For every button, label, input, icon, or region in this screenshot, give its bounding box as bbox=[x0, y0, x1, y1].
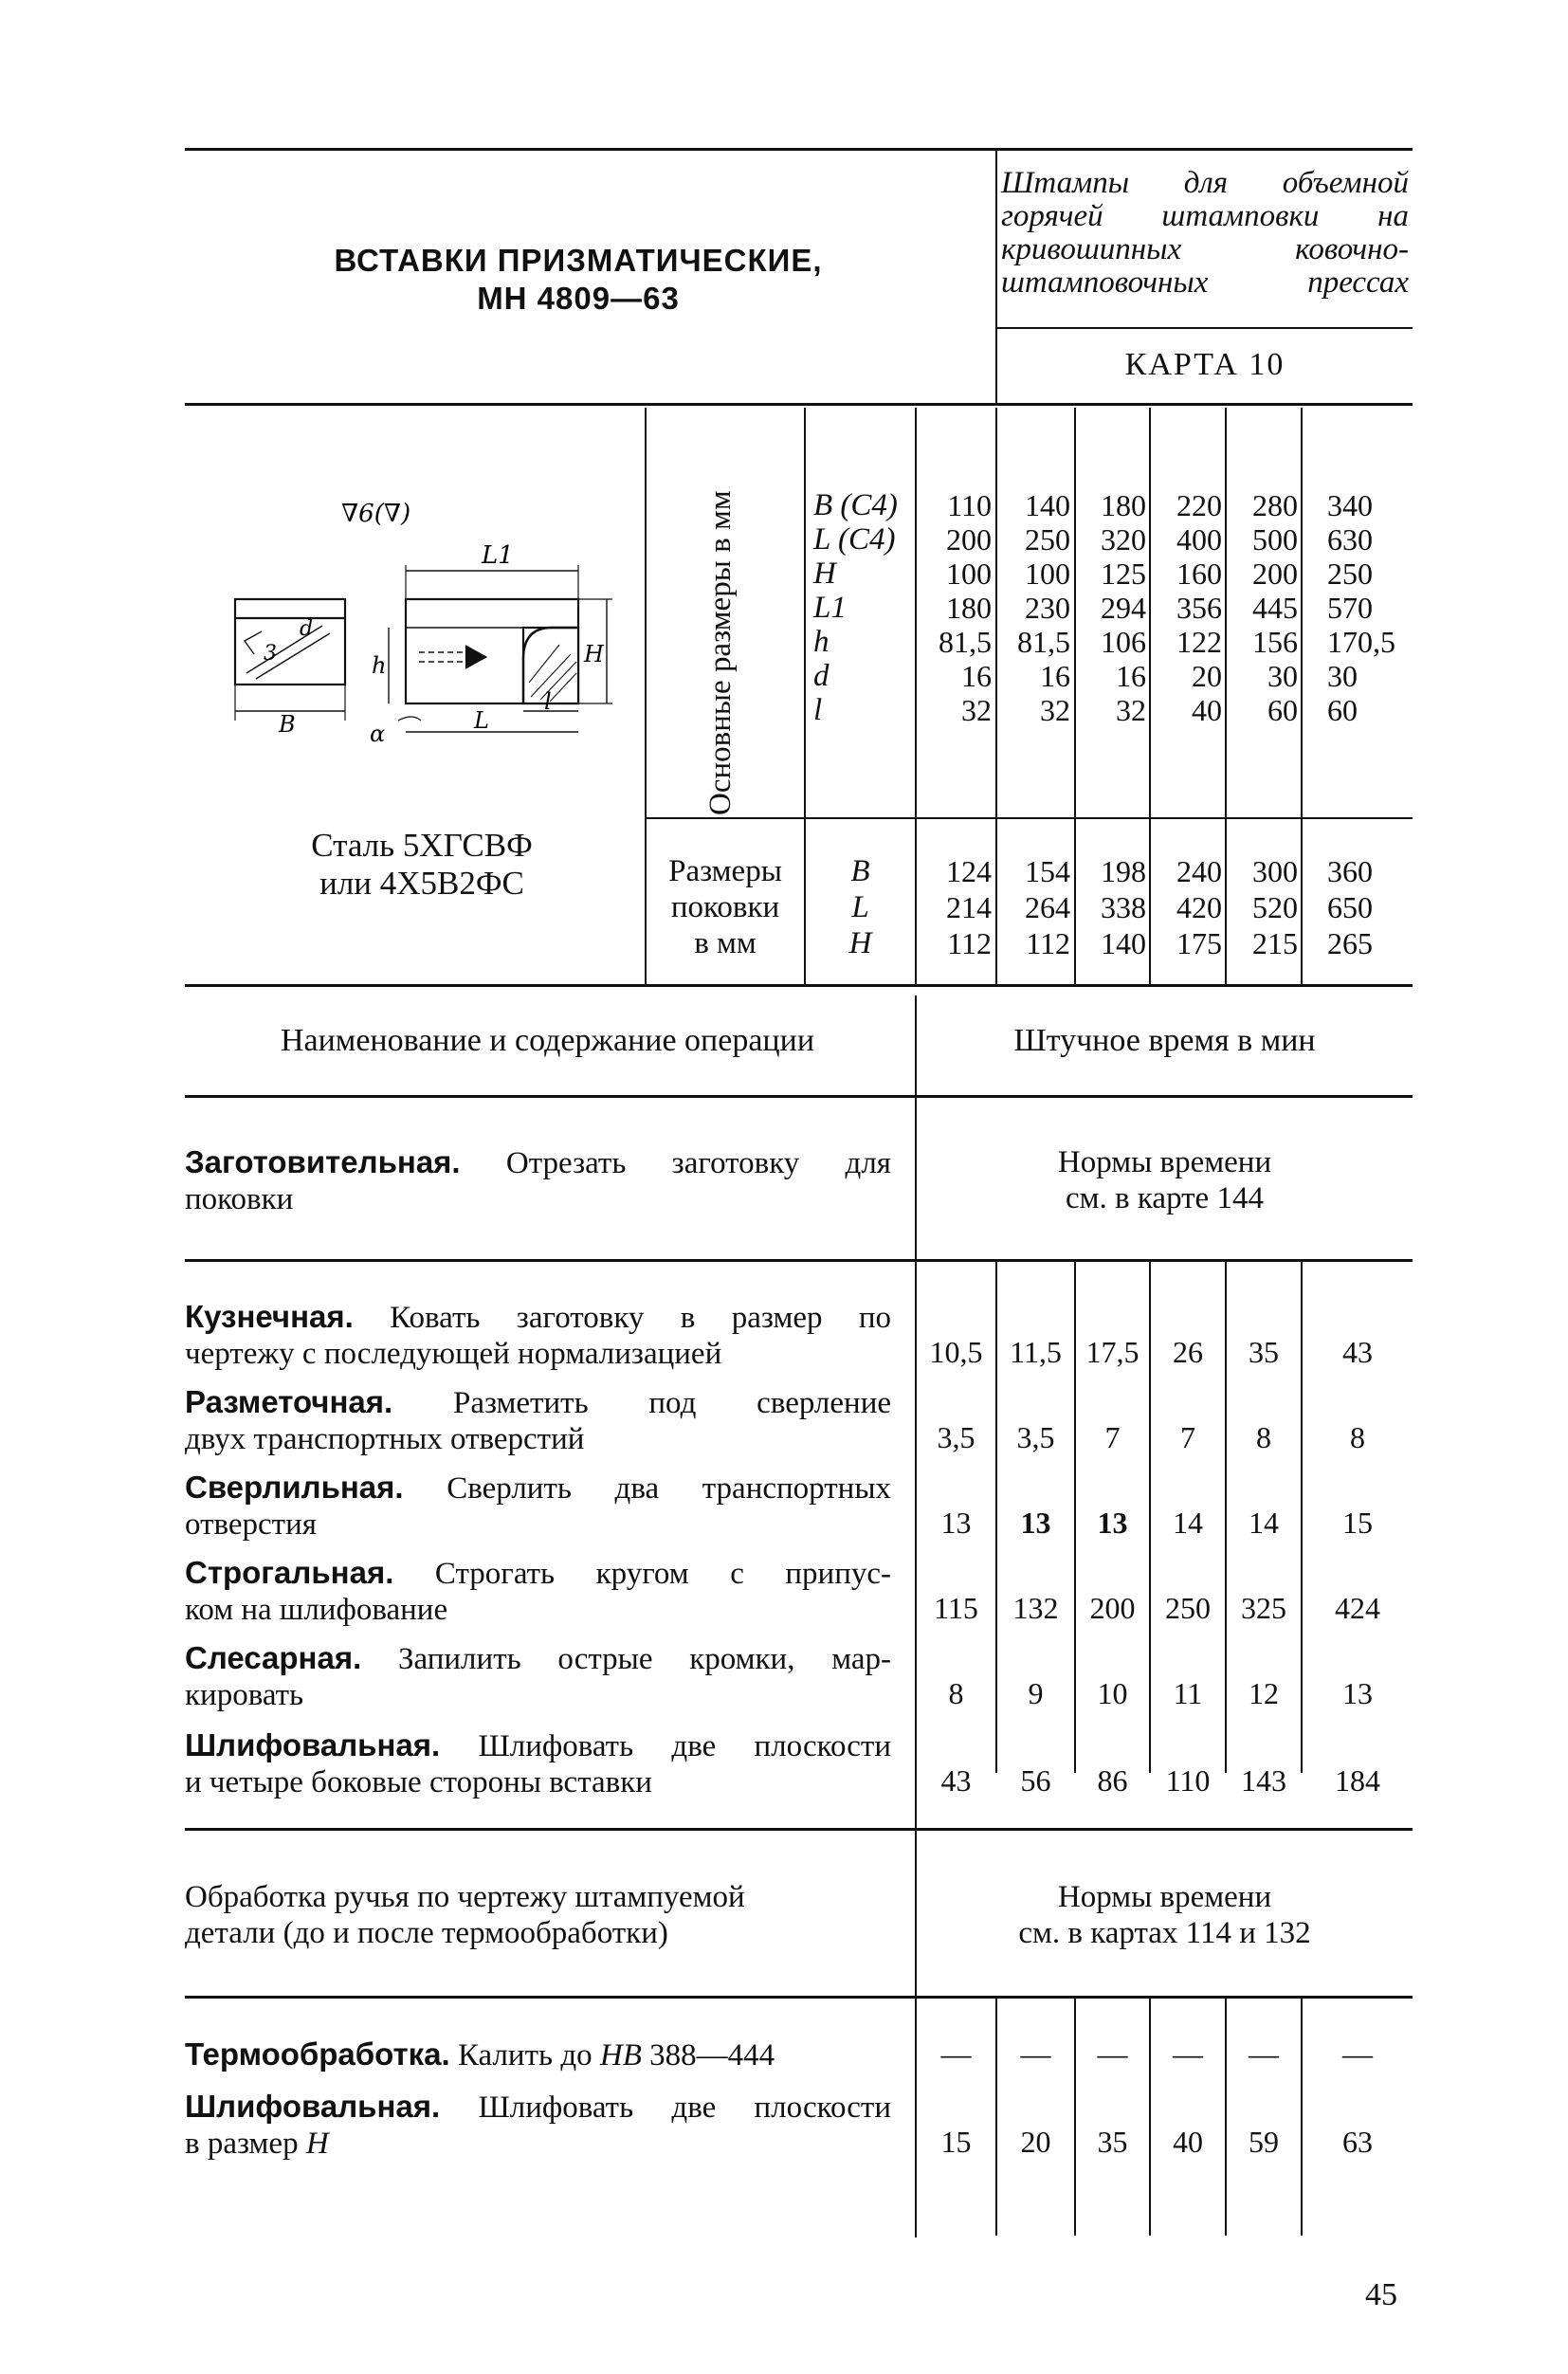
dim-cell: 125 bbox=[1101, 557, 1146, 591]
op-text-h: Н bbox=[305, 2127, 329, 2161]
dim-cell: 30 bbox=[1327, 659, 1358, 693]
forging-symbols bbox=[806, 853, 915, 961]
forging-cell: 215 bbox=[1252, 926, 1298, 960]
subtitle-line-1: Штампы для объемной bbox=[1001, 166, 1409, 200]
forging-cell: 265 bbox=[1327, 926, 1373, 960]
dim-col-div-5 bbox=[1301, 408, 1303, 984]
forging-cell: 140 bbox=[1101, 926, 1146, 960]
dim-cell: 16 bbox=[1116, 659, 1146, 693]
dim-col-2 bbox=[997, 488, 1070, 727]
material-note bbox=[228, 827, 616, 903]
dim-cell: 16 bbox=[1040, 659, 1070, 693]
forging-symbol: B bbox=[850, 854, 870, 888]
op-text: Разметить под сверление bbox=[392, 1386, 891, 1420]
op-time: 43 bbox=[1342, 1335, 1373, 1369]
forging-cell: 300 bbox=[1252, 854, 1298, 888]
dim-label-L: L bbox=[474, 707, 489, 734]
forging-cell: 198 bbox=[1101, 854, 1146, 888]
dim-cell: 40 bbox=[1192, 693, 1222, 727]
op-time: 35 bbox=[1097, 2125, 1128, 2159]
forging-symbol: H bbox=[848, 926, 872, 960]
op-text: Калить до bbox=[449, 2038, 600, 2073]
forging-label-line: в мм bbox=[694, 926, 757, 960]
op-text-cont: чертежу с последующей нормализацией bbox=[185, 1337, 722, 1371]
op-text-cont: двух транспортных отверстий bbox=[185, 1422, 585, 1456]
op-time: 56 bbox=[1020, 1763, 1051, 1798]
dim-cell: 320 bbox=[1101, 522, 1146, 557]
dim-cell: 630 bbox=[1327, 522, 1373, 557]
op-time: — bbox=[1173, 2036, 1203, 2071]
dim-cell: 280 bbox=[1252, 488, 1298, 522]
op-time: 143 bbox=[1241, 1763, 1286, 1798]
b4-col-div-3 bbox=[1149, 1999, 1151, 2236]
forging-col-6 bbox=[1327, 853, 1413, 961]
forging-top-rule bbox=[647, 817, 1413, 819]
dim-cell: 106 bbox=[1101, 625, 1146, 659]
op-time: 9 bbox=[1028, 1676, 1044, 1710]
forging-col-4 bbox=[1151, 853, 1222, 961]
dim-cell: 100 bbox=[1025, 557, 1070, 591]
groove-text-line: детали (до и после термообработки) bbox=[185, 1916, 668, 1950]
subtitle-line-2: горячей штамповки на bbox=[1001, 199, 1409, 233]
b4-col-div-1 bbox=[995, 1999, 997, 2236]
op-time: 12 bbox=[1249, 1676, 1279, 1710]
op-time: 115 bbox=[934, 1591, 978, 1625]
insert-drawing bbox=[218, 493, 616, 758]
op-text: Сверлить два транспортных bbox=[403, 1471, 891, 1506]
header-top-rule bbox=[185, 148, 1413, 151]
op-text: 388—444 bbox=[641, 2038, 775, 2073]
forging-cell: 112 bbox=[1026, 926, 1070, 960]
page-number: 45 bbox=[1365, 2277, 1397, 2312]
op-row bbox=[185, 1299, 891, 1372]
header-subtitle bbox=[1001, 167, 1409, 300]
op-time: 86 bbox=[1097, 1763, 1128, 1798]
dim-cell: 170,5 bbox=[1327, 625, 1395, 659]
dim-label-L1: L1 bbox=[482, 541, 514, 570]
dim-cell: 180 bbox=[1101, 488, 1146, 522]
dim-symbol: l bbox=[813, 693, 823, 727]
op-text: Отрезать заготовку для bbox=[460, 1146, 891, 1180]
op-time: 13 bbox=[1020, 1506, 1051, 1540]
op-row bbox=[185, 1727, 891, 1800]
op-preparation bbox=[185, 1144, 891, 1217]
norm-line: Нормы времени bbox=[1057, 1145, 1272, 1179]
forging-cell: 420 bbox=[1176, 890, 1222, 924]
forging-label-line: Размеры bbox=[668, 854, 782, 888]
dim-cell: 200 bbox=[1252, 557, 1298, 591]
norm-line: см. в карте 144 bbox=[1066, 1181, 1264, 1215]
dim-cell: 570 bbox=[1327, 591, 1373, 625]
norm-line: см. в картах 114 и 132 bbox=[1018, 1916, 1311, 1950]
dim-cell: 32 bbox=[1116, 693, 1146, 727]
block3-bottom-rule bbox=[185, 1996, 1413, 1999]
op-time: 7 bbox=[1104, 1420, 1121, 1454]
dim-cell: 156 bbox=[1252, 625, 1298, 659]
op-time: 200 bbox=[1089, 1591, 1136, 1625]
dim-col-1 bbox=[917, 488, 992, 727]
dim-cell: 250 bbox=[1327, 557, 1373, 591]
op-text-cont: ком на шлифование bbox=[185, 1593, 448, 1627]
op-name: Термообработка. bbox=[185, 2036, 450, 2072]
dim-cell: 200 bbox=[946, 522, 992, 557]
norm-line: Нормы времени bbox=[1057, 1880, 1272, 1914]
dim-cell: 110 bbox=[947, 488, 992, 522]
dim-cell: 340 bbox=[1327, 488, 1373, 522]
forging-cell: 124 bbox=[946, 854, 992, 888]
dim-cell: 122 bbox=[1176, 625, 1222, 659]
dim-symbol: H bbox=[813, 557, 836, 591]
op-time: 11 bbox=[1173, 1676, 1203, 1710]
ops-header-right: Штучное время в мин bbox=[1013, 1023, 1316, 1058]
title-line-1: ВСТАВКИ ПРИЗМАТИЧЕСКИЕ, bbox=[334, 243, 823, 278]
groove-text-line: Обработка ручья по чертежу штампуемой bbox=[185, 1880, 745, 1914]
forging-cell: 264 bbox=[1025, 890, 1070, 924]
dim-cell: 500 bbox=[1252, 522, 1298, 557]
dim-cell: 294 bbox=[1101, 591, 1146, 625]
page-title bbox=[284, 242, 872, 318]
op-row bbox=[185, 1470, 891, 1543]
dim-cell: 32 bbox=[1040, 693, 1070, 727]
dim-cell: 81,5 bbox=[1017, 625, 1070, 659]
forging-cell: 338 bbox=[1101, 890, 1146, 924]
subtitle-line-4: штамповочных прессах bbox=[1001, 265, 1409, 300]
op-time: 8 bbox=[948, 1676, 964, 1710]
op-row bbox=[185, 1555, 891, 1628]
op-text: Строгать кругом с припус- bbox=[393, 1557, 891, 1591]
dim-cell: 81,5 bbox=[939, 625, 992, 659]
forging-cell: 360 bbox=[1327, 854, 1373, 888]
op-row bbox=[185, 1640, 891, 1713]
dim-symbol: L (C4) bbox=[813, 522, 896, 557]
dim-label-alpha: α bbox=[370, 721, 386, 747]
op-text-hb: НВ bbox=[599, 2038, 642, 2073]
b4-col-div-2 bbox=[1074, 1999, 1076, 2236]
forging-col-5 bbox=[1227, 853, 1298, 961]
op-time: 14 bbox=[1249, 1506, 1279, 1540]
op-time: 35 bbox=[1249, 1335, 1279, 1369]
op-time: 13 bbox=[1342, 1676, 1373, 1710]
dim-symbol: B (C4) bbox=[813, 488, 898, 522]
block2-bottom-rule bbox=[185, 1828, 1413, 1831]
forging-cell: 175 bbox=[1176, 926, 1222, 960]
op-time: 3,5 bbox=[1016, 1420, 1055, 1454]
op-text: Шлифовать две плоскости bbox=[440, 2091, 891, 2125]
op-text-cont: отверстия bbox=[185, 1507, 317, 1542]
op-time: — bbox=[1342, 2036, 1373, 2071]
op-time: 17,5 bbox=[1085, 1335, 1140, 1369]
op-time: — bbox=[1020, 2036, 1051, 2071]
card-label: КАРТА 10 bbox=[1124, 347, 1285, 382]
dim-col-5 bbox=[1227, 488, 1298, 727]
dim-cell: 32 bbox=[961, 693, 992, 727]
op-name: Разметочная. bbox=[185, 1384, 393, 1419]
groove-processing bbox=[185, 1879, 891, 1951]
dim-label-3: 3 bbox=[264, 642, 277, 666]
op-text-cont: кировать bbox=[185, 1678, 304, 1712]
op-time: 13 bbox=[1097, 1506, 1128, 1540]
dim-cell: 250 bbox=[1025, 522, 1070, 557]
op-name: Заготовительная. bbox=[185, 1144, 461, 1179]
op-name: Слесарная. bbox=[185, 1640, 362, 1675]
op-time: 11,5 bbox=[1010, 1335, 1062, 1369]
forging-cell: 112 bbox=[947, 926, 992, 960]
op-row bbox=[185, 1384, 891, 1457]
op-name: Кузнечная. bbox=[185, 1299, 354, 1334]
dim-label-H: H bbox=[584, 641, 604, 667]
op-text-cont: в размер bbox=[185, 2127, 306, 2161]
header-bottom-rule bbox=[185, 403, 1413, 406]
op-final-grinding bbox=[185, 2089, 891, 2162]
op-time: 8 bbox=[1256, 1420, 1271, 1454]
dim-label-h: h bbox=[372, 652, 387, 679]
dim-cell: 445 bbox=[1252, 591, 1298, 625]
dim-cell: 20 bbox=[1192, 659, 1222, 693]
forging-cell: 520 bbox=[1252, 890, 1298, 924]
op-time: 7 bbox=[1180, 1420, 1195, 1454]
forging-cell: 240 bbox=[1176, 854, 1222, 888]
dim-table-bottom-rule bbox=[185, 984, 1413, 987]
op-text-cont: и четыре боковые стороны вставки bbox=[185, 1765, 652, 1799]
op-name: Сверлильная. bbox=[185, 1470, 404, 1505]
forging-label bbox=[647, 853, 804, 961]
forging-cell: 154 bbox=[1025, 854, 1070, 888]
op-time: 26 bbox=[1173, 1335, 1203, 1369]
norm-ref-1 bbox=[917, 1144, 1413, 1216]
op-time: 10,5 bbox=[929, 1335, 983, 1369]
ops-header-left: Наименование и содержание операции bbox=[280, 1023, 815, 1058]
op-time: 15 bbox=[940, 2125, 972, 2159]
forging-label-line: поковки bbox=[670, 890, 780, 924]
block1-bottom-rule bbox=[185, 1259, 1413, 1262]
dim-cell: 30 bbox=[1267, 659, 1298, 693]
dim-col-6 bbox=[1327, 488, 1413, 727]
roughness-mark: ∇6(∇) bbox=[341, 500, 411, 528]
op-time: 110 bbox=[1165, 1763, 1211, 1798]
dim-label-l: l bbox=[544, 688, 552, 715]
ops-header-rule bbox=[185, 1095, 1413, 1098]
op-time: 8 bbox=[1350, 1420, 1365, 1454]
op-text-cont: поковки bbox=[185, 1182, 294, 1216]
material-line-1: Сталь 5ХГСВФ bbox=[311, 827, 533, 864]
op-time: 13 bbox=[940, 1506, 972, 1540]
op-text: Ковать заготовку в размер по bbox=[353, 1301, 891, 1335]
dim-cell: 220 bbox=[1176, 488, 1222, 522]
dim-symbol: d bbox=[813, 659, 830, 693]
dim-cell: 230 bbox=[1025, 591, 1070, 625]
forging-cell: 650 bbox=[1327, 890, 1373, 924]
op-time: 59 bbox=[1249, 2125, 1279, 2159]
dim-cell: 16 bbox=[961, 659, 992, 693]
op-time: 14 bbox=[1173, 1506, 1203, 1540]
op-time: 43 bbox=[940, 1763, 972, 1798]
dim-cell: 160 bbox=[1176, 557, 1222, 591]
forging-cell: 214 bbox=[946, 890, 992, 924]
norm-ref-3 bbox=[917, 1879, 1413, 1951]
forging-col-2 bbox=[997, 853, 1070, 961]
op-heat-treatment bbox=[185, 2036, 910, 2073]
dim-cell: 60 bbox=[1327, 693, 1358, 727]
op-time: 40 bbox=[1173, 2125, 1203, 2159]
op-time: 424 bbox=[1335, 1591, 1380, 1625]
dim-label-B: B bbox=[279, 711, 296, 738]
dim-symbol: h bbox=[813, 625, 830, 659]
op-time: — bbox=[940, 2036, 972, 2071]
op-time: 132 bbox=[1012, 1591, 1059, 1625]
op-time: — bbox=[1097, 2036, 1128, 2071]
op-time: 3,5 bbox=[937, 1420, 975, 1454]
dim-label-d: d bbox=[300, 617, 314, 641]
dim-symbols bbox=[813, 488, 898, 727]
dim-cell: 180 bbox=[946, 591, 992, 625]
forging-col-1 bbox=[917, 853, 992, 961]
op-time: 184 bbox=[1335, 1763, 1380, 1798]
drawing-svg bbox=[218, 493, 616, 758]
b4-col-div-5 bbox=[1301, 1999, 1303, 2236]
title-line-2: МН 4809—63 bbox=[477, 281, 680, 316]
forging-col-3 bbox=[1076, 853, 1146, 961]
op-time: 63 bbox=[1342, 2125, 1373, 2159]
op-time: — bbox=[1249, 2036, 1279, 2071]
forging-symbol: L bbox=[851, 890, 869, 924]
dim-cell: 60 bbox=[1267, 693, 1298, 727]
op-time: 325 bbox=[1241, 1591, 1286, 1625]
header-card-rule bbox=[997, 327, 1413, 329]
op-time: 250 bbox=[1165, 1591, 1211, 1625]
op-time: 20 bbox=[1020, 2125, 1051, 2159]
op-name: Шлифовальная. bbox=[185, 1727, 441, 1762]
op-time: 15 bbox=[1342, 1506, 1373, 1540]
dimensions-vertical-label: Основные размеры в мм bbox=[703, 490, 738, 815]
op-name: Строгальная. bbox=[185, 1555, 394, 1590]
op-text: Шлифовать две плоскости bbox=[440, 1729, 891, 1763]
dim-col-4 bbox=[1151, 488, 1222, 727]
op-text: Запилить острые кромки, мар- bbox=[361, 1642, 891, 1676]
dim-col-3 bbox=[1076, 488, 1146, 727]
dim-cell: 400 bbox=[1176, 522, 1222, 557]
dim-cell: 356 bbox=[1176, 591, 1222, 625]
op-name: Шлифовальная. bbox=[185, 2089, 441, 2124]
material-line-2: или 4Х5В2ФС bbox=[319, 865, 524, 902]
dim-cell: 100 bbox=[946, 557, 992, 591]
b4-col-div-4 bbox=[1225, 1999, 1227, 2236]
dim-cell: 140 bbox=[1025, 488, 1070, 522]
op-time: 10 bbox=[1097, 1676, 1128, 1710]
subtitle-line-3: кривошипных ковочно- bbox=[1001, 232, 1409, 266]
dim-symbol: L1 bbox=[813, 591, 847, 625]
